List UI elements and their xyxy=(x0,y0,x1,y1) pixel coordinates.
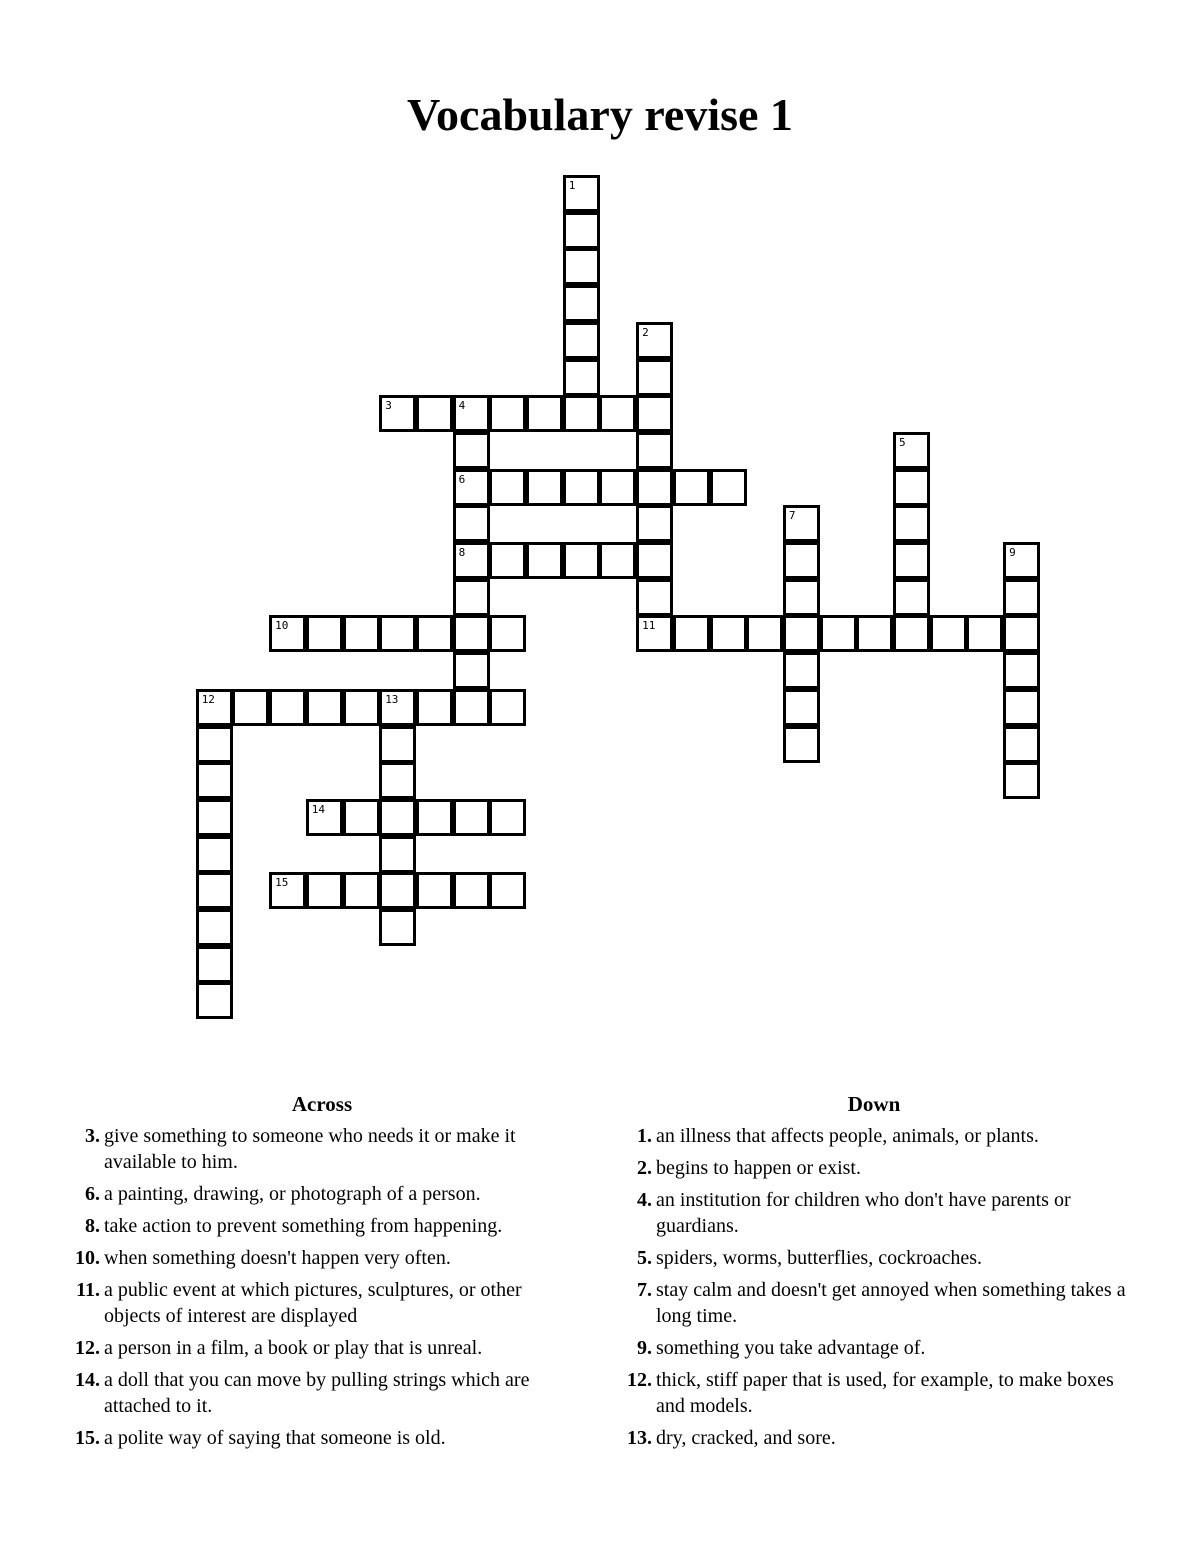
grid-cell[interactable] xyxy=(453,469,490,506)
cell-number: 9 xyxy=(1009,546,1016,559)
grid-cell[interactable] xyxy=(453,395,490,432)
clue-number: 5. xyxy=(637,1247,652,1269)
cell-number: 7 xyxy=(788,509,796,523)
grid-cell[interactable] xyxy=(196,799,233,836)
grid-cell[interactable] xyxy=(710,469,747,506)
grid-cell[interactable] xyxy=(599,469,636,506)
clue-number: 12. xyxy=(75,1337,100,1359)
grid-cell[interactable] xyxy=(379,872,416,909)
grid-cell[interactable] xyxy=(673,469,710,506)
grid-cell[interactable] xyxy=(379,726,416,763)
grid-cell[interactable] xyxy=(379,836,416,873)
grid-cell[interactable] xyxy=(783,579,820,616)
grid-cell[interactable] xyxy=(893,615,930,652)
grid-cell[interactable] xyxy=(379,689,416,726)
grid-cell[interactable] xyxy=(1003,689,1040,726)
grid-cell[interactable] xyxy=(196,762,233,799)
down-clue xyxy=(614,1123,1134,1149)
across-clue xyxy=(62,1335,582,1361)
across-clue xyxy=(62,1245,582,1271)
grid-cell[interactable] xyxy=(196,872,233,909)
grid-cell[interactable] xyxy=(416,615,453,652)
across-clue xyxy=(62,1367,582,1419)
cell-number: 13 xyxy=(385,692,399,706)
clue-text: a public event at which pictures, sculptures, or other objects of interest are displayed xyxy=(104,1279,522,1327)
clue-number: 6. xyxy=(85,1183,100,1205)
grid-cell[interactable] xyxy=(783,689,820,726)
grid-cell[interactable] xyxy=(379,615,416,652)
down-heading: Down xyxy=(847,1092,901,1116)
clue-text: something you take advantage of. xyxy=(656,1337,926,1359)
down-clue xyxy=(614,1367,1134,1419)
clue-text: thick, stiff paper that is used, for example, to make boxes and models. xyxy=(656,1369,1114,1417)
grid-cell[interactable] xyxy=(1003,652,1040,689)
grid-cell[interactable] xyxy=(563,248,600,285)
clue-number: 7. xyxy=(637,1279,652,1301)
grid-cell[interactable] xyxy=(783,542,820,579)
grid-cell[interactable] xyxy=(416,872,453,909)
grid-cell[interactable] xyxy=(783,726,820,763)
clue-text: take action to prevent something from happening. xyxy=(104,1215,503,1237)
grid-cell[interactable] xyxy=(893,579,930,616)
grid-cell[interactable] xyxy=(856,615,893,652)
across-clue xyxy=(62,1123,582,1175)
grid-cell[interactable] xyxy=(893,505,930,542)
cell-number: 5 xyxy=(899,435,906,449)
grid-cell[interactable] xyxy=(232,689,269,726)
grid-cell[interactable] xyxy=(710,615,747,652)
grid-cell[interactable] xyxy=(489,799,526,836)
clue-number: 4. xyxy=(637,1189,652,1211)
grid-cell[interactable] xyxy=(196,689,233,726)
grid-cell[interactable] xyxy=(453,505,490,542)
cell-number: 1 xyxy=(568,179,576,192)
clue-number: 11. xyxy=(76,1279,100,1301)
clue-text: an illness that affects people, animals, or plants. xyxy=(656,1125,1039,1147)
down-clue xyxy=(614,1277,1134,1329)
grid-cell[interactable] xyxy=(526,395,563,432)
grid-cell[interactable] xyxy=(453,615,490,652)
grid-cell[interactable] xyxy=(269,872,306,909)
clue-number: 13. xyxy=(627,1427,652,1449)
cell-number: 8 xyxy=(458,546,466,559)
grid-cell[interactable] xyxy=(343,799,380,836)
grid-cell[interactable] xyxy=(820,615,857,652)
grid-cell[interactable] xyxy=(306,615,343,652)
grid-cell[interactable] xyxy=(196,946,233,983)
across-clue xyxy=(62,1277,582,1329)
grid-cell[interactable] xyxy=(930,615,967,652)
across-clue xyxy=(62,1213,582,1239)
grid-cell[interactable] xyxy=(563,395,600,432)
clue-text: spiders, worms, butterflies, cockroaches. xyxy=(656,1247,983,1269)
clue-text: a doll that you can move by pulling strings which are attached to it. xyxy=(104,1369,530,1417)
clue-number: 2. xyxy=(637,1157,652,1179)
grid-cell[interactable] xyxy=(783,505,820,542)
grid-cell[interactable] xyxy=(453,432,490,469)
clue-text: an institution for children who don't have parents or guardians. xyxy=(656,1189,1071,1237)
grid-cell[interactable] xyxy=(379,762,416,799)
down-clues xyxy=(614,1092,1134,1457)
grid-cell[interactable] xyxy=(563,359,600,396)
grid-cell[interactable] xyxy=(563,542,600,579)
grid-cell[interactable] xyxy=(379,909,416,946)
grid-cell[interactable] xyxy=(453,542,490,579)
grid-cell[interactable] xyxy=(343,615,380,652)
grid-cell[interactable] xyxy=(416,799,453,836)
grid-cell[interactable] xyxy=(563,285,600,322)
clue-number: 10. xyxy=(75,1247,100,1269)
page-title: Vocabulary revise 1 xyxy=(407,89,793,140)
grid-cell[interactable] xyxy=(306,689,343,726)
grid-cell[interactable] xyxy=(453,579,490,616)
grid-cell[interactable] xyxy=(636,542,673,579)
grid-cell[interactable] xyxy=(453,799,490,836)
grid-cell[interactable] xyxy=(783,615,820,652)
grid-cell[interactable] xyxy=(893,432,930,469)
grid-cell[interactable] xyxy=(416,395,453,432)
grid-cell[interactable] xyxy=(893,542,930,579)
grid-cell[interactable] xyxy=(379,799,416,836)
clue-text: when something doesn't happen very often. xyxy=(104,1247,451,1269)
grid-cell[interactable] xyxy=(1003,615,1040,652)
grid-cell[interactable] xyxy=(196,726,233,763)
grid-cell[interactable] xyxy=(489,689,526,726)
grid-cell[interactable] xyxy=(636,432,673,469)
clue-number: 12. xyxy=(627,1369,652,1391)
grid-cell[interactable] xyxy=(1003,762,1040,799)
clue-text: dry, cracked, and sore. xyxy=(656,1427,836,1449)
grid-cell[interactable] xyxy=(453,689,490,726)
grid-cell[interactable] xyxy=(489,872,526,909)
clue-text: stay calm and doesn't get annoyed when something takes a long time. xyxy=(656,1279,1126,1327)
grid-cell[interactable] xyxy=(636,505,673,542)
grid-cell[interactable] xyxy=(563,469,600,506)
clue-number: 3. xyxy=(85,1125,100,1147)
across-clue xyxy=(62,1181,582,1207)
grid-cell[interactable] xyxy=(306,799,343,836)
grid-cell[interactable] xyxy=(636,322,673,359)
cell-number: 2 xyxy=(642,325,649,339)
across-clue xyxy=(62,1425,582,1451)
grid-cell[interactable] xyxy=(453,652,490,689)
cell-number: 11 xyxy=(642,619,656,633)
clue-number: 9. xyxy=(637,1337,652,1359)
grid-cell[interactable] xyxy=(599,395,636,432)
grid-cell[interactable] xyxy=(269,615,306,652)
grid-cell[interactable] xyxy=(636,615,673,652)
clue-text: give something to someone who needs it or make it available to him. xyxy=(104,1125,516,1173)
grid-cell[interactable] xyxy=(783,652,820,689)
cell-number: 3 xyxy=(385,399,392,413)
grid-cell[interactable] xyxy=(343,872,380,909)
grid-cell[interactable] xyxy=(489,395,526,432)
grid-cell[interactable] xyxy=(196,909,233,946)
down-clue xyxy=(614,1335,1134,1361)
cell-number: 15 xyxy=(275,876,289,890)
grid-cell[interactable] xyxy=(636,469,673,506)
clue-number: 8. xyxy=(85,1215,100,1237)
grid-cell[interactable] xyxy=(453,872,490,909)
clue-text: begins to happen or exist. xyxy=(656,1157,861,1179)
grid-cell[interactable] xyxy=(489,542,526,579)
cell-number: 12 xyxy=(201,692,215,706)
grid-cell[interactable] xyxy=(526,542,563,579)
grid-cell[interactable] xyxy=(599,542,636,579)
cell-number: 4 xyxy=(458,399,466,413)
grid-cell[interactable] xyxy=(416,689,453,726)
cell-number: 14 xyxy=(311,802,326,816)
grid-cell[interactable] xyxy=(1003,542,1040,579)
clue-number: 14. xyxy=(75,1369,100,1391)
clue-number: 15. xyxy=(75,1427,100,1449)
cell-number: 6 xyxy=(458,472,466,486)
grid-cell[interactable] xyxy=(306,872,343,909)
grid-cell[interactable] xyxy=(893,469,930,506)
grid-cell[interactable] xyxy=(379,395,416,432)
grid-cell[interactable] xyxy=(636,579,673,616)
grid-cell[interactable] xyxy=(636,359,673,396)
down-clue xyxy=(614,1245,1134,1271)
grid-cell[interactable] xyxy=(489,469,526,506)
down-clue xyxy=(614,1187,1134,1239)
grid-cell[interactable] xyxy=(196,982,233,1019)
grid-cell[interactable] xyxy=(526,469,563,506)
down-clue xyxy=(614,1425,1134,1451)
grid-cell[interactable] xyxy=(636,395,673,432)
clue-number: 1. xyxy=(637,1125,652,1147)
grid-cell[interactable] xyxy=(673,615,710,652)
grid-cell[interactable] xyxy=(1003,579,1040,616)
grid-cell[interactable] xyxy=(746,615,783,652)
clue-text: a polite way of saying that someone is old. xyxy=(104,1427,446,1449)
clue-text: a painting, drawing, or photograph of a person. xyxy=(104,1183,481,1205)
cell-number: 10 xyxy=(275,619,289,633)
grid-cell[interactable] xyxy=(563,175,600,212)
grid-cell[interactable] xyxy=(966,615,1003,652)
clue-text: a person in a film, a book or play that is unreal. xyxy=(104,1337,483,1359)
grid-cell[interactable] xyxy=(563,322,600,359)
grid-cell[interactable] xyxy=(343,689,380,726)
grid-cell[interactable] xyxy=(1003,726,1040,763)
down-clue xyxy=(614,1155,1134,1181)
across-heading: Across xyxy=(291,1092,353,1116)
across-clues xyxy=(62,1092,582,1457)
grid-cell[interactable] xyxy=(196,836,233,873)
grid-cell[interactable] xyxy=(563,212,600,249)
grid-cell[interactable] xyxy=(489,615,526,652)
grid-cell[interactable] xyxy=(269,689,306,726)
